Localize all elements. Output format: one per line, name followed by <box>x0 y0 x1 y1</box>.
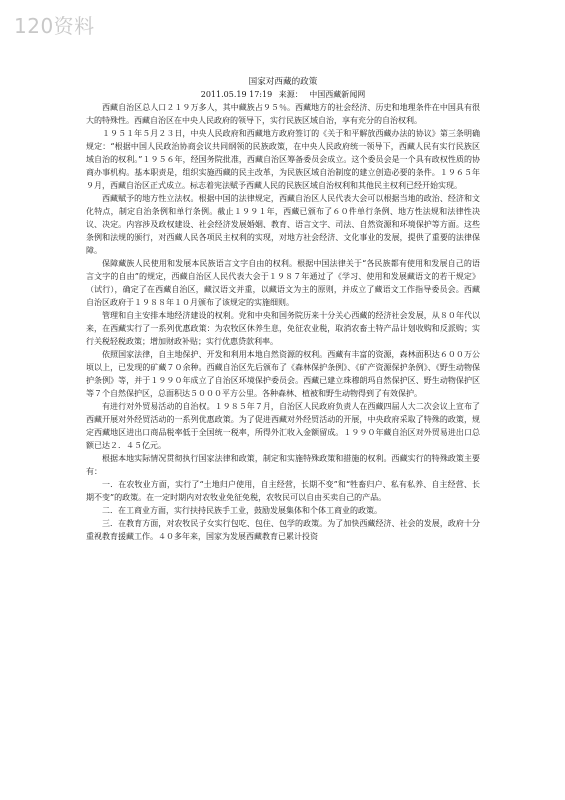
paragraph: １９５１年５月２３日，中央人民政府和西藏地方政府签订的《关于和平解放西藏办法的协议》第三条明确规定：“根据中国人民政治协商会议共同纲领的民族政策，在中央人民政府统一领导下，西藏人民有实行民族区域自治的权利。”１９５６年，经国务院批准，西藏自治区筹备委员会成立。这个委员会是一个具有政权性质的协商办事机构。基本职责是，组织实施西藏的民主改革，为民族区域自治制度的建立创造必要的条件。１９６５年９月，西藏自治区正式成立。标志着宪法赋予西藏人民的民族区域自治权利和其他民主权利已经开始实现。 <box>86 129 480 190</box>
paragraph: 依照国家法律，自主地保护、开发和利用本地自然资源的权利。西藏有丰富的资源，森林面积达６００万公顷以上，已发现的矿藏７０余种。西藏自治区先后颁布了《森林保护条例》、《矿产资源保护条例》、《野生动物保护条例》等，并于１９９０年成立了自治区环境保护委员会。西藏已建立珠穆朗玛自然保护区、野生动物保护区等７个自然保护区，总面积达５０００平方公里。各种森林、植被和野生动物得到了有效保护。 <box>86 350 480 398</box>
paragraph: 有进行对外贸易活动的自治权。１９８５年７月，自治区人民政府负责人在西藏四届人大二次会议上宣布了西藏开展对外经贸活动的一系列优惠政策。为了促进西藏对外经贸活动的开展，中央政府采取了特殊的政策，规定西藏地区进出口商品税率低于全国统一税率，所得外汇收入金额留成。１９９０年藏自治区对外贸易进出口总额已达２．４５亿元。 <box>86 402 480 450</box>
document-page <box>86 76 480 543</box>
paragraph: 一．在农牧业方面，实行了“土地归户使用，自主经营，长期不变”和“牲畜归户、私有私养、自主经营、长期不变”的政策。在一定时期内对农牧业免征免税，农牧民可以自由买卖自己的产品。 <box>86 480 480 502</box>
article-source-label: 来源： <box>278 90 303 99</box>
paragraph: 西藏赋予的地方性立法权。根据中国的法律规定，西藏自治区人民代表大会可以根据当地的政治、经济和文化特点，制定自治条例和单行条例。截止１９９１年，西藏已颁布了６０件单行条例、地方性法规和法律性决议、决定。内容涉及政权建设、社会经济发展婚姻、教育、语言文字、司法、自然资源和环境保护等方面。这些条例和法规的颁行，对西藏人民各项民主权利的实现，对地方社会经济、文化事业的发展，提供了重要的法律保障。 <box>86 194 480 255</box>
paragraph: 保障藏族人民使用和发展本民族语言文字自由的权利。根据中国法律关于“各民族都有使用和发展自己的语言文字的自由”的规定，西藏自治区人民代表大会于１９８７年通过了《学习、使用和发展藏语文的若干规定》（试行），确定了在西藏自治区，藏汉语文并重，以藏语文为主的原则，并成立了藏语文工作指导委员会。西藏自治区政府于１９８８年１０月颁布了该规定的实施细则。 <box>86 259 480 307</box>
watermark-logo: 120资料 <box>14 14 95 38</box>
paragraph: 二．在工商业方面，实行扶持民族手工业，鼓励发展集体和个体工商业的政策。 <box>102 506 382 515</box>
paragraph: 三．在教育方面，对农牧民子女实行包吃、包住、包学的政策。为了加快西藏经济、社会的发展，政府十分重视教育援藏工作。４０多年来，国家为发展西藏教育已累计投资 <box>86 519 480 541</box>
article-meta <box>86 89 480 101</box>
article-source: 中国西藏新闻网 <box>309 90 366 99</box>
paragraph: 根据本地实际情况贯彻执行国家法律和政策，制定和实施特殊政策和措施的权利。西藏实行的特殊政策主要有： <box>86 454 480 476</box>
paragraph: 管理和自主安排本地经济建设的权利。党和中央和国务院历来十分关心西藏的经济社会发展，从８０年代以来，在西藏实行了一系列优惠政策：为农牧区休养生息，免征农业税，取消农畜土特产品计划收购和反派购；实行关税轻税政策；增加财政补贴；实行优惠贷款利率。 <box>86 311 480 346</box>
paragraph: 西藏自治区总人口２１９万多人，其中藏族占９５％。西藏地方的社会经济、历史和地理条件在中国具有很大的特殊性。西藏自治区在中央人民政府的领导下，实行民族区域自治，享有充分的自治权利。 <box>86 103 480 125</box>
article-title: 国家对西藏的政策 <box>248 77 318 87</box>
article-date: 2011.05.19 17:19 <box>200 90 273 99</box>
